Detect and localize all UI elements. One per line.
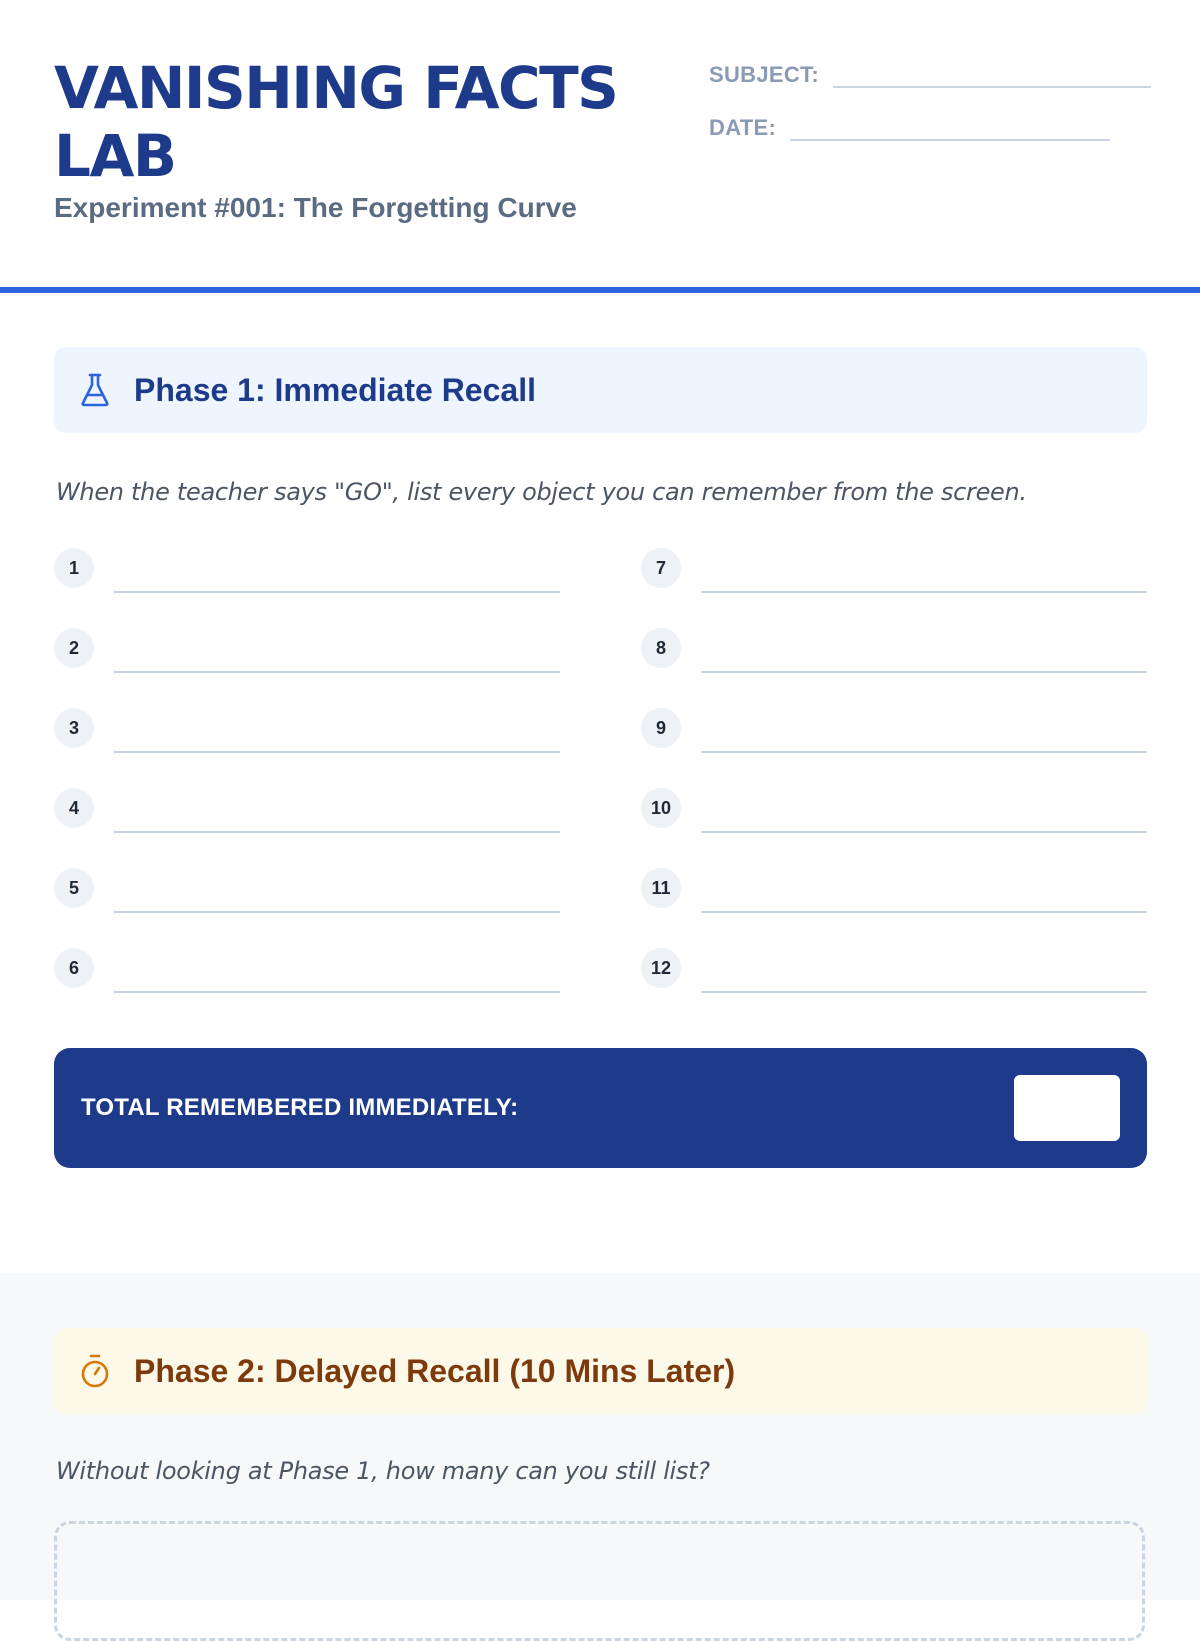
page-title: VANISHING FACTS LAB — [54, 54, 618, 190]
stopwatch-icon — [78, 1351, 112, 1391]
subject-field — [709, 58, 1151, 88]
answer-row — [641, 545, 1147, 625]
flask-icon — [78, 370, 112, 410]
answer-row — [54, 545, 560, 625]
answer-number: 5 — [54, 868, 94, 908]
answer-number: 1 — [54, 548, 94, 588]
answer-column-right — [641, 545, 1147, 1025]
answer-number: 8 — [641, 628, 681, 668]
answer-line[interactable] — [701, 591, 1147, 593]
answer-row — [641, 705, 1147, 785]
phase2-instruction: Without looking at Phase 1, how many can you still list? — [56, 1457, 710, 1485]
total-remembered-label: TOTAL REMEMBERED IMMEDIATELY: — [81, 1094, 519, 1121]
answer-column-left — [54, 545, 560, 1025]
phase1-instruction: When the teacher says "GO", list every object you can remember from the screen. — [56, 478, 1027, 506]
answer-line[interactable] — [114, 991, 560, 993]
answer-number: 10 — [641, 788, 681, 828]
phase2-title: Phase 2: Delayed Recall (10 Mins Later) — [134, 1352, 736, 1389]
date-field — [709, 111, 1110, 141]
answer-row — [54, 865, 560, 945]
subject-input-line[interactable] — [833, 58, 1151, 88]
answer-number: 11 — [641, 868, 681, 908]
worksheet-header — [0, 0, 1200, 290]
answer-row — [641, 785, 1147, 865]
total-remembered-input[interactable] — [1014, 1075, 1120, 1141]
answer-number: 2 — [54, 628, 94, 668]
answer-row — [54, 625, 560, 705]
answer-line[interactable] — [114, 591, 560, 593]
answer-row — [641, 625, 1147, 705]
answer-row — [54, 705, 560, 785]
phase1-banner — [54, 347, 1147, 433]
answer-line[interactable] — [114, 911, 560, 913]
answer-line[interactable] — [114, 831, 560, 833]
answer-number: 6 — [54, 948, 94, 988]
answer-row — [641, 865, 1147, 945]
answer-line[interactable] — [701, 991, 1147, 993]
answer-number: 3 — [54, 708, 94, 748]
answer-line[interactable] — [701, 751, 1147, 753]
answer-number: 12 — [641, 948, 681, 988]
date-label: DATE: — [709, 115, 777, 140]
answer-line[interactable] — [701, 831, 1147, 833]
answer-line[interactable] — [114, 671, 560, 673]
answer-number: 7 — [641, 548, 681, 588]
phase2-banner — [54, 1328, 1147, 1414]
answer-row — [641, 945, 1147, 1025]
total-remembered-bar — [54, 1048, 1147, 1168]
answer-row — [54, 945, 560, 1025]
delayed-recall-box[interactable] — [54, 1521, 1145, 1641]
header-divider — [0, 287, 1200, 293]
phase1-title: Phase 1: Immediate Recall — [134, 371, 536, 408]
answer-row — [54, 785, 560, 865]
answer-number: 9 — [641, 708, 681, 748]
answer-line[interactable] — [701, 911, 1147, 913]
date-input-line[interactable] — [790, 111, 1110, 141]
answer-number: 4 — [54, 788, 94, 828]
answer-line[interactable] — [701, 671, 1147, 673]
subject-label: SUBJECT: — [709, 62, 819, 87]
answer-line[interactable] — [114, 751, 560, 753]
page-subtitle: Experiment #001: The Forgetting Curve — [54, 192, 577, 223]
